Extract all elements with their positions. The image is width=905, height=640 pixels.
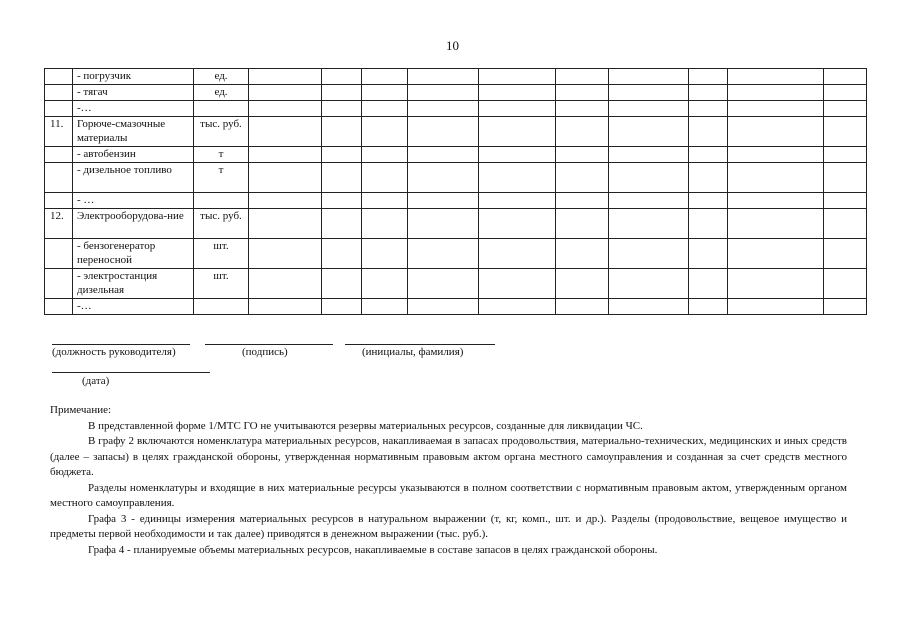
row-number — [45, 101, 73, 117]
row-number: 12. — [45, 209, 73, 239]
resource-name: Горюче-смазочные материалы — [73, 117, 194, 147]
resource-name: - погрузчик — [73, 69, 194, 85]
resource-unit: ед. — [194, 69, 249, 85]
resource-name: - автобензин — [73, 147, 194, 163]
table-row — [45, 239, 867, 269]
resource-name: - дизельное топливо — [73, 163, 194, 193]
page-number: 10 — [446, 38, 459, 53]
table-row — [45, 101, 867, 117]
note-paragraph: Разделы номенклатуры и входящие в них материальные ресурсы указываются в полном соответствии с нормативным правовым актом, утвержденным органом местного самоуправления. — [50, 481, 847, 509]
position-line — [52, 344, 190, 345]
resource-unit: тыс. руб. — [194, 209, 249, 239]
notes-heading: Примечание: — [50, 404, 112, 416]
table-row — [45, 269, 867, 299]
signature-line — [205, 344, 333, 345]
notes-section — [50, 403, 847, 558]
note-paragraph: Графа 3 - единицы измерения материальных ресурсов в натуральном выражении (т, кг, комп., шт. и др.). Разделы (продовольствие, вещевое имущество и предметы первой необходимости и так далее) приводятся в денежном выражении (тыс. руб.). — [50, 512, 847, 540]
table-row — [45, 299, 867, 315]
signature-label: (подпись) — [242, 346, 288, 358]
row-number — [45, 147, 73, 163]
table-row — [45, 69, 867, 85]
resource-name: -… — [73, 101, 194, 117]
resource-unit: ед. — [194, 85, 249, 101]
position-label: (должность руководителя) — [52, 346, 176, 358]
note-paragraph: Графа 4 - планируемые объемы материальных ресурсов, накапливаемые в составе запасов в целях гражданской обороны. — [88, 543, 658, 556]
resource-name: Электрооборудова-ние — [73, 209, 194, 239]
resource-unit: тыс. руб. — [194, 117, 249, 147]
resource-unit — [194, 101, 249, 117]
table-row — [45, 117, 867, 147]
resource-unit — [194, 299, 249, 315]
date-label: (дата) — [82, 375, 110, 387]
resources-table — [44, 68, 867, 315]
resource-name: - электростанция дизельная — [73, 269, 194, 299]
row-number — [45, 239, 73, 269]
resource-unit: т — [194, 163, 249, 193]
row-number — [45, 69, 73, 85]
resource-unit: шт. — [194, 239, 249, 269]
table-row — [45, 163, 867, 193]
row-number — [45, 193, 73, 209]
table-row — [45, 85, 867, 101]
note-paragraph: В графу 2 включаются номенклатура материальных ресурсов, накапливаемая в запасах продовольствия, материально-технических, медицинских и иных средств (далее – запасы) в целях гражданской обороны, утвержденная нормативным правовым актом органа местного самоуправления и созданная за счет средств местного бюджета. — [50, 435, 847, 478]
row-number — [45, 299, 73, 315]
name-line — [345, 344, 495, 345]
table-row — [45, 209, 867, 239]
row-number — [45, 163, 73, 193]
row-number: 11. — [45, 117, 73, 147]
table-row — [45, 193, 867, 209]
date-line — [52, 372, 210, 373]
resource-name: - … — [73, 193, 194, 209]
resource-unit: шт. — [194, 269, 249, 299]
table-row — [45, 147, 867, 163]
resource-name: - тягач — [73, 85, 194, 101]
resource-name: - бензогенератор переносной — [73, 239, 194, 269]
row-number — [45, 85, 73, 101]
resource-unit: т — [194, 147, 249, 163]
note-paragraph: В представленной форме 1/МТС ГО не учитываются резервы материальных ресурсов, созданные для ликвидации ЧС. — [88, 419, 643, 432]
row-number — [45, 269, 73, 299]
name-label: (инициалы, фамилия) — [362, 346, 464, 358]
resource-name: -… — [73, 299, 194, 315]
resource-unit — [194, 193, 249, 209]
